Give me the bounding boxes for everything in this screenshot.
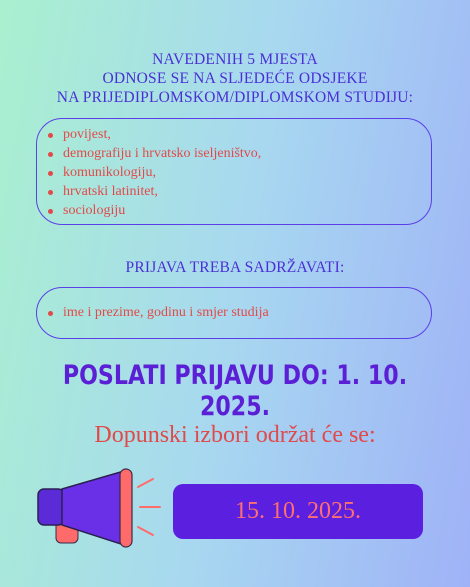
supplementary-label: Dopunski izbori održat će se:	[94, 422, 376, 448]
department-item: povijest,	[37, 125, 431, 144]
department-item: hrvatski latinitet,	[37, 182, 431, 201]
department-item: komunikologiju,	[37, 163, 431, 182]
application-item: ime i prezime, godinu i smjer studija	[37, 303, 431, 322]
intro-line-2: ODNOSE SE NA SLJEDEĆE ODSJEKE	[102, 70, 368, 87]
intro-line-1: NAVEDENIH 5 MJESTA	[152, 51, 318, 68]
application-box	[36, 287, 432, 339]
supplementary-date: 15. 10. 2025.	[173, 484, 423, 539]
department-item: sociologiju	[37, 201, 431, 220]
application-heading: PRIJAVA TREBA SADRŽAVATI:	[125, 259, 345, 276]
deadline-text: POSLATI PRIJAVU DO: 1. 10. 2025.	[62, 360, 408, 422]
departments-box	[36, 118, 432, 225]
megaphone-icon	[28, 465, 168, 555]
intro-line-3: NA PRIJEDIPLOMSKOM/DIPLOMSKOM STUDIJU:	[56, 89, 414, 106]
application-list	[37, 303, 431, 322]
departments-list	[37, 125, 431, 220]
department-item: demografiju i hrvatsko iseljeništvo,	[37, 144, 431, 163]
intro-heading	[0, 50, 470, 107]
